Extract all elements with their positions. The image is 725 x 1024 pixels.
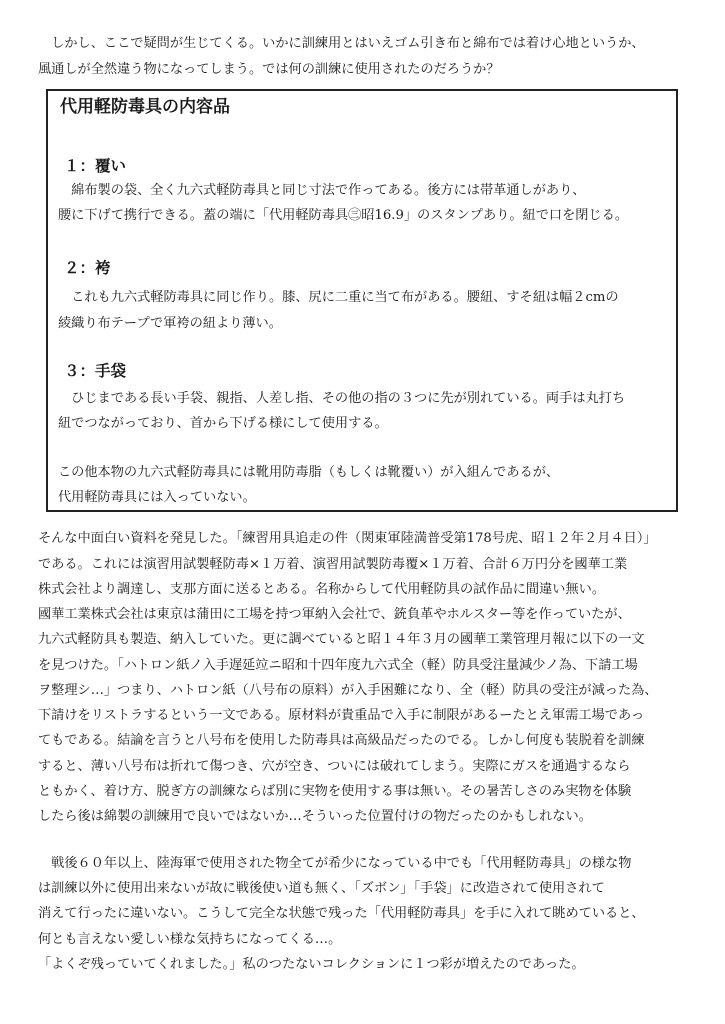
contents-box xyxy=(46,89,678,512)
body-line: 下請けをリストラするという一文である。原材料が貴重品で入手に制限があるーたとえ軍需工場であっ xyxy=(38,708,645,723)
body-line: ヲ整理シ…」つまり、ハトロン紙（八号布の原料）が入手困難になり、全（軽）防具の受注が減った為、 xyxy=(38,683,658,698)
body-line: したら後は綿製の訓練用で良いではないか…そういった位置付けの物だったのかもしれない。 xyxy=(38,809,592,824)
closing-line: 消えて行ったに違いない。こうして完全な状態で残った「代用軽防毒具」を手に入れて眺めていると、 xyxy=(38,906,645,921)
item-text-line: これも九六式軽防毒具に同じ作り。膝、尻に二重に当て布がある。腰紐、すそ紐は幅２cmの xyxy=(58,290,619,305)
item-text-line: 腰に下げて携行できる。蓋の端に「代用軽防毒具㊂昭16.9」のスタンプあり。紐で口を閉じる。 xyxy=(58,208,629,223)
body-line: てもである。結論を言うと八号布を使用した防毒具は高級品だったのでる。しかし何度も装脱着を訓練 xyxy=(38,733,645,748)
intro-line: 風通しが全然違う物になってしまう。では何の訓練に使用されたのだろうか？ xyxy=(38,62,500,77)
box-note-line: この他本物の九六式軽防毒具には靴用防毒脂（もしくは靴覆い）が入組んであるが、 xyxy=(58,465,560,480)
item-heading-cover: １：覆い xyxy=(64,156,127,175)
intro-line: しかし、ここで疑問が生じてくる。いかに訓練用とはいえゴム引き布と綿布では着け心地というか、 xyxy=(38,36,645,51)
body-line: 株式会社より調達し、支那方面に送るとある。名称からして代用軽防具の試作品に間違い無い。 xyxy=(38,582,606,597)
closing-line: 戦後６０年以上、陸海軍で使用された物全てが希少になっている中でも「代用軽防毒具」の様な物 xyxy=(38,856,632,871)
item-heading-gloves: ３：手袋 xyxy=(64,361,127,380)
body-line: そんな中面白い資料を発見した。「練習用具追走の件（関東軍陸満普受第178号虎、昭１２年２月４日）」 xyxy=(38,531,657,546)
body-line: である。これには演習用試製軽防毒×１万着、演習用試製防毒覆×１万着、合計６万円分を國華工業 xyxy=(38,557,628,572)
item-text-line: 綿布製の袋、全く九六式軽防毒具と同じ寸法で作ってある。後方には帯革通しがあり、 xyxy=(58,183,586,198)
body-line: ともかく、着け方、脱ぎ方の訓練ならば別に実物を使用する事は無い。その暑苦しさのみ実物を体験 xyxy=(38,784,632,799)
body-line: 國華工業株式会社は東京は蒲田に工場を持つ軍納入会社で、銃負革やホルスター等を作っていたが、 xyxy=(38,607,631,622)
box-title: 代用軽防毒具の内容品 xyxy=(60,97,230,117)
body-line: 九六式軽防具も製造、納入していた。更に調べていると昭１４年３月の國華工業管理月報に以下の一文 xyxy=(38,632,645,647)
item-text-line: 紐でつながっており、首から下げる様にして使用する。 xyxy=(58,416,388,431)
closing-line: 「よくぞ残っていてくれました。」私のつたないコレクションに１つ彩が増えたのであった。 xyxy=(38,957,585,972)
item-heading-trousers: ２：袴 xyxy=(64,258,111,277)
item-text-line: 綾織り布テープで軍袴の紐より薄い。 xyxy=(58,316,282,331)
box-note-line: 代用軽防毒具には入っていない。 xyxy=(58,490,256,505)
body-line: を見つけた。「ハトロン紙ノ入手遅延竝ニ昭和十四年度九六式全（軽）防具受注量減少ノ為、下請工場 xyxy=(38,658,638,673)
closing-line: は訓練以外に使用出来ないが故に戦後使い道も無く、「ズボン」「手袋」に改造されて使用されて xyxy=(38,881,605,896)
body-line: すると、薄い八号布は折れて傷つき、穴が空き、ついには破れてしまう。実際にガスを通過するなら xyxy=(38,759,631,774)
item-text-line: ひじまである長い手袋、親指、人差し指、その他の指の３つに先が別れている。両手は丸打ち xyxy=(58,391,626,406)
closing-line: 何とも言えない愛しい様な気持ちになってくる…。 xyxy=(38,932,342,947)
